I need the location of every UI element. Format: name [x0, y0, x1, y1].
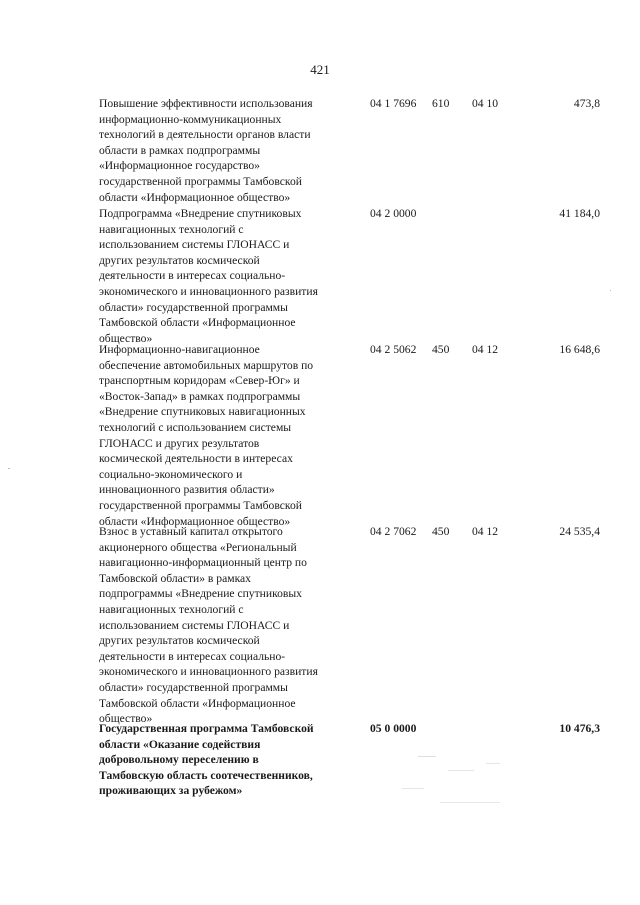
row-description: Повышение эффективности использования информационно-коммуникационных технологий в деятельности органов власти области в рамках подпрограммы «Информационное государство» государственной программы Тамбовской области «Информационное общество» [99, 97, 313, 204]
row-amount: 473,8 [573, 97, 600, 110]
page-number: 421 [310, 62, 330, 77]
row-description: Информационно-навигационное обеспечение автомобильных маршрутов по транспортным коридорам «Север-Юг» и «Восток-Запад» в рамках подпрограммы «Внедрение спутниковых навигационных технологий с использованием системы ГЛОНАСС и других результатов космической деятельности в интересах социально-экономического и инновационного развития области» государственной программы Тамбовской области «Информационное общество» [99, 343, 314, 528]
scan-artifact [486, 763, 500, 764]
row-amount: 24 535,4 [559, 525, 600, 538]
scan-artifact [440, 802, 500, 803]
row-target-code: 05 0 0000 [370, 722, 417, 735]
row-amount: 16 648,6 [559, 343, 600, 356]
row-expense-type: 450 [432, 525, 450, 538]
row-target-code: 04 2 5062 [370, 343, 417, 356]
row-section: 04 12 [472, 525, 499, 538]
row-target-code: 04 2 7062 [370, 525, 417, 538]
scan-artifact [402, 788, 424, 789]
row-description: Подпрограмма «Внедрение спутниковых навигационных технологий с использованием системы ГЛОНАСС и других результатов космической деятельности в интересах социально- экономического и инновационного развития области» государственной программы Тамбовской области «Информационное общество» [99, 207, 318, 345]
row-description: Государственная программа Тамбовской области «Оказание содействия добровольному переселению в Тамбовскую область соотечественников, проживающих за рубежом» [99, 722, 314, 798]
row-amount: 41 184,0 [559, 207, 600, 220]
scan-artifact [610, 290, 611, 291]
row-target-code: 04 1 7696 [370, 97, 417, 110]
row-target-code: 04 2 0000 [370, 207, 417, 220]
scan-artifact [448, 770, 474, 771]
row-section: 04 10 [472, 97, 499, 110]
row-expense-type: 450 [432, 343, 450, 356]
row-expense-type: 610 [432, 97, 450, 110]
row-amount: 10 476,3 [559, 722, 600, 735]
row-description: Взнос в уставный капитал открытого акционерного общества «Региональный навигационно-информационный центр по Тамбовской области» в рамках подпрограммы «Внедрение спутниковых навигационных технологий с использованием системы ГЛОНАСС и других результатов космической деятельности в интересах социально- экономического и инновационного развития области» государственной программы Тамбовской области «Информационное общество» [99, 525, 318, 726]
scan-artifact [418, 756, 436, 757]
row-section: 04 12 [472, 343, 499, 356]
scan-artifact [8, 468, 10, 469]
